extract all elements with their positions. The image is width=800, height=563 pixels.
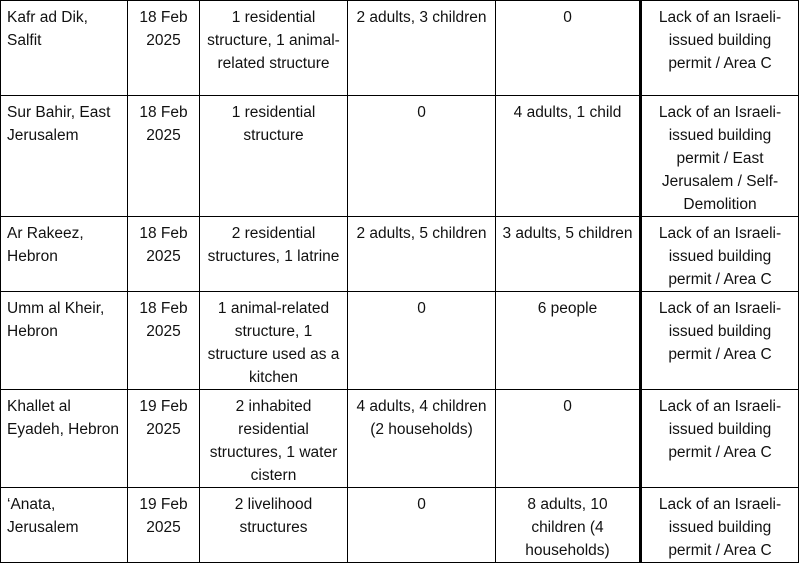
displaced-cell: 4 adults, 4 children (2 households) [348, 390, 496, 488]
location-cell: Ar Rakeez, Hebron [1, 217, 128, 292]
displaced-cell: 0 [348, 488, 496, 563]
displaced-cell: 2 adults, 5 children [348, 217, 496, 292]
structures-cell: 2 residential structures, 1 latrine [200, 217, 348, 292]
location-cell: Khallet al Eyadeh, Hebron [1, 390, 128, 488]
affected-cell: 6 people [496, 292, 641, 390]
table-row [1, 217, 799, 292]
displaced-cell: 2 adults, 3 children [348, 1, 496, 96]
affected-cell: 0 [496, 390, 641, 488]
reason-cell: Lack of an Israeli-issued building permit / Area C [641, 488, 799, 563]
structures-cell: 1 animal-related structure, 1 structure used as a kitchen [200, 292, 348, 390]
affected-cell: 8 adults, 10 children (4 households) [496, 488, 641, 563]
reason-cell: Lack of an Israeli-issued building permit / Area C [641, 292, 799, 390]
location-cell: ‘Anata, Jerusalem [1, 488, 128, 563]
date-cell: 19 Feb 2025 [128, 488, 200, 563]
date-cell: 18 Feb 2025 [128, 1, 200, 96]
location-cell: Umm al Kheir, Hebron [1, 292, 128, 390]
reason-cell: Lack of an Israeli-issued building permit / Area C [641, 217, 799, 292]
displaced-cell: 0 [348, 292, 496, 390]
structures-cell: 2 livelihood structures [200, 488, 348, 563]
table-row [1, 488, 799, 563]
structures-cell: 1 residential structure [200, 96, 348, 217]
table-row [1, 96, 799, 217]
date-cell: 18 Feb 2025 [128, 217, 200, 292]
affected-cell: 4 adults, 1 child [496, 96, 641, 217]
affected-cell: 0 [496, 1, 641, 96]
table-row [1, 292, 799, 390]
affected-cell: 3 adults, 5 children [496, 217, 641, 292]
reason-cell: Lack of an Israeli-issued building permit / Area C [641, 390, 799, 488]
reason-cell: Lack of an Israeli-issued building permit / East Jerusalem / Self-Demolition [641, 96, 799, 217]
reason-cell: Lack of an Israeli-issued building permit / Area C [641, 1, 799, 96]
structures-cell: 1 residential structure, 1 animal-related structure [200, 1, 348, 96]
location-cell: Kafr ad Dik, Salfit [1, 1, 128, 96]
date-cell: 19 Feb 2025 [128, 390, 200, 488]
table-row [1, 1, 799, 96]
structures-cell: 2 inhabited residential structures, 1 water cistern [200, 390, 348, 488]
displaced-cell: 0 [348, 96, 496, 217]
location-cell: Sur Bahir, East Jerusalem [1, 96, 128, 217]
table-row [1, 390, 799, 488]
date-cell: 18 Feb 2025 [128, 96, 200, 217]
date-cell: 18 Feb 2025 [128, 292, 200, 390]
